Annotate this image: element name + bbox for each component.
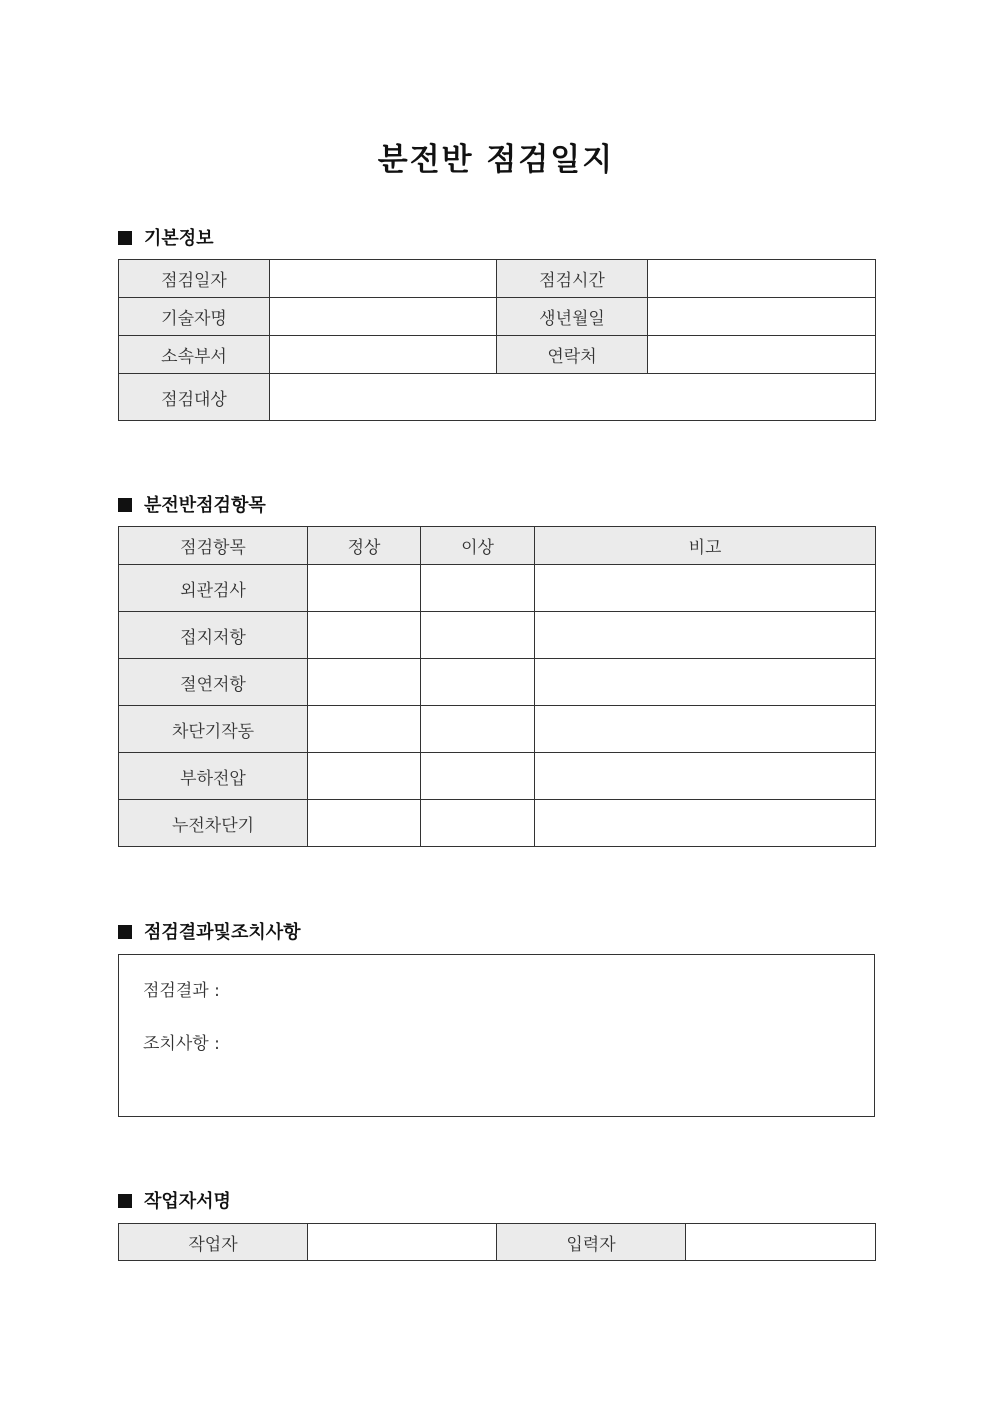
header-item: 점검항목: [119, 527, 308, 565]
square-bullet-icon: [118, 925, 132, 939]
abnormal-cell[interactable]: [421, 565, 535, 612]
entered-by-field[interactable]: [686, 1224, 876, 1261]
table-row: [119, 260, 876, 298]
normal-cell[interactable]: [308, 706, 421, 753]
normal-cell[interactable]: [308, 753, 421, 800]
remarks-cell[interactable]: [535, 753, 876, 800]
entered-by-label: 입력자: [497, 1224, 686, 1261]
square-bullet-icon: [118, 1194, 132, 1208]
table-row: [119, 374, 876, 421]
table-row: [119, 298, 876, 336]
abnormal-cell[interactable]: [421, 800, 535, 847]
signature-table: [118, 1223, 876, 1261]
section-heading-basic-info: [118, 224, 214, 250]
worker-field[interactable]: [308, 1224, 497, 1261]
section-heading-text: 기본정보: [144, 228, 214, 249]
section-heading-text: 작업자서명: [144, 1191, 231, 1212]
results-box[interactable]: [118, 954, 875, 1117]
normal-cell[interactable]: [308, 800, 421, 847]
page-title: 분전반 점검일지: [377, 142, 615, 178]
inspection-time-label: 점검시간: [497, 260, 648, 298]
abnormal-cell[interactable]: [421, 659, 535, 706]
worker-label: 작업자: [119, 1224, 308, 1261]
table-row: [119, 800, 876, 847]
item-label: 절연저항: [119, 659, 308, 706]
item-label: 외관검사: [119, 565, 308, 612]
abnormal-cell[interactable]: [421, 612, 535, 659]
target-label: 점검대상: [119, 374, 270, 421]
inspection-items-table: [118, 526, 876, 847]
section-heading-signature: [118, 1187, 231, 1213]
header-remarks: 비고: [535, 527, 876, 565]
target-field[interactable]: [270, 374, 876, 421]
department-field[interactable]: [270, 336, 497, 374]
technician-field[interactable]: [270, 298, 497, 336]
abnormal-cell[interactable]: [421, 706, 535, 753]
inspection-date-label: 점검일자: [119, 260, 270, 298]
header-normal: 정상: [308, 527, 421, 565]
result-label: 점검결과 :: [143, 981, 220, 1001]
header-abnormal: 이상: [421, 527, 535, 565]
action-label: 조치사항 :: [143, 1034, 220, 1054]
table-row: [119, 753, 876, 800]
remarks-cell[interactable]: [535, 800, 876, 847]
normal-cell[interactable]: [308, 659, 421, 706]
square-bullet-icon: [118, 498, 132, 512]
section-heading-text: 분전반점검항목: [144, 495, 266, 516]
contact-label: 연락처: [497, 336, 648, 374]
section-heading-text: 점검결과및조치사항: [144, 922, 301, 943]
item-label: 접지저항: [119, 612, 308, 659]
remarks-cell[interactable]: [535, 612, 876, 659]
item-label: 차단기작동: [119, 706, 308, 753]
birthdate-label: 생년월일: [497, 298, 648, 336]
item-label: 부하전압: [119, 753, 308, 800]
abnormal-cell[interactable]: [421, 753, 535, 800]
section-heading-inspection-items: [118, 491, 266, 517]
remarks-cell[interactable]: [535, 565, 876, 612]
table-row: [119, 612, 876, 659]
department-label: 소속부서: [119, 336, 270, 374]
birthdate-field[interactable]: [648, 298, 876, 336]
item-label: 누전차단기: [119, 800, 308, 847]
remarks-cell[interactable]: [535, 706, 876, 753]
section-heading-results: [118, 918, 301, 944]
inspection-time-field[interactable]: [648, 260, 876, 298]
table-row: [119, 706, 876, 753]
table-header-row: [119, 527, 876, 565]
normal-cell[interactable]: [308, 565, 421, 612]
technician-label: 기술자명: [119, 298, 270, 336]
table-row: [119, 565, 876, 612]
inspection-date-field[interactable]: [270, 260, 497, 298]
basic-info-table: [118, 259, 876, 421]
normal-cell[interactable]: [308, 612, 421, 659]
table-row: [119, 336, 876, 374]
remarks-cell[interactable]: [535, 659, 876, 706]
square-bullet-icon: [118, 231, 132, 245]
table-row: [119, 659, 876, 706]
table-row: [119, 1224, 876, 1261]
contact-field[interactable]: [648, 336, 876, 374]
